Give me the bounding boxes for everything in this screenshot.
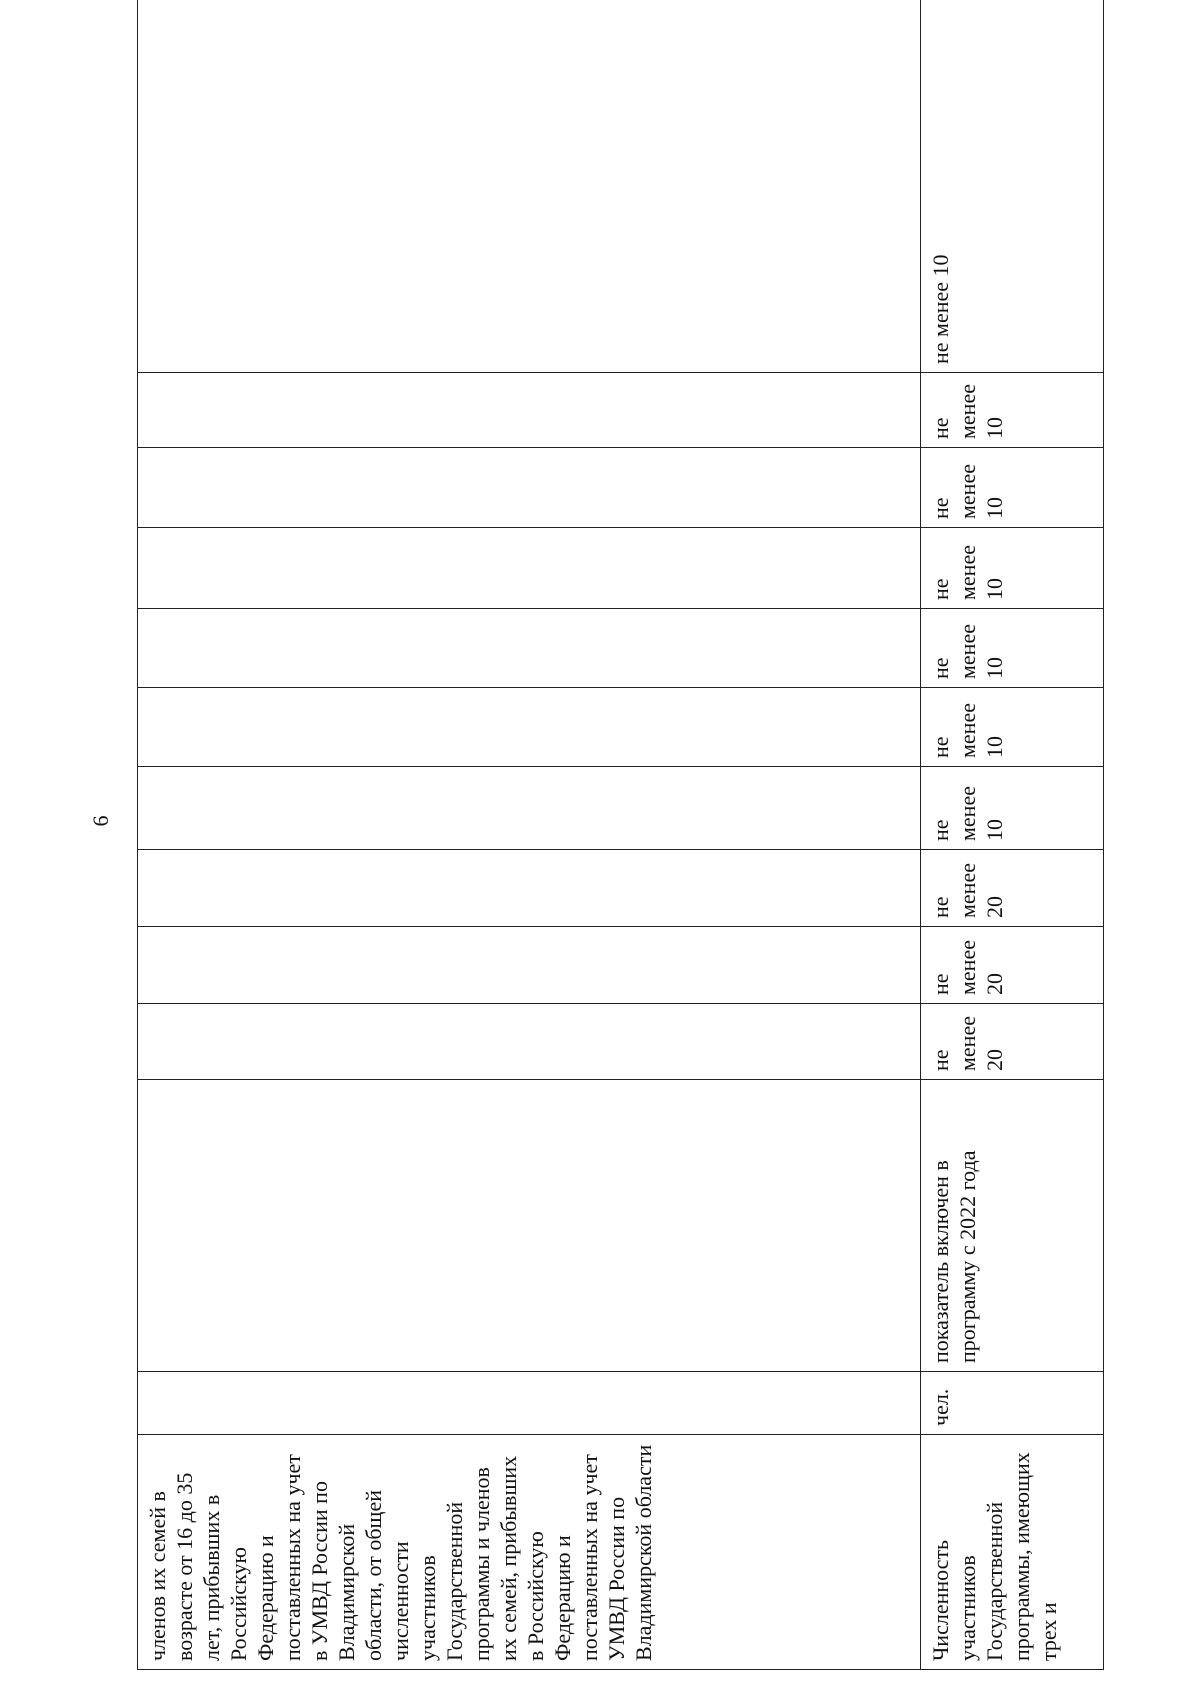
- value-cell: [138, 528, 921, 609]
- value-cell: [921, 688, 1104, 767]
- value-cell: [138, 448, 921, 528]
- value-text: не менее 10: [928, 254, 953, 364]
- unit-cell: [138, 1372, 921, 1435]
- indicator-text: членов их семей в возрасте от 16 до 35 лет, прибывших в Российскую Федерацию и поставленных на учет в УМВД России по Владимирской области, от общей численности участников Государственной программы и членов их семей, прибывших в Российскую Федерацию и поставленных на учет УМВД России по Владимирской области: [145, 1444, 656, 1661]
- value-cell: [921, 927, 1104, 1004]
- value-cell: [138, 767, 921, 850]
- value-cell: [138, 1004, 921, 1080]
- note-cell: [921, 1080, 1104, 1372]
- value-text: не менее 20: [928, 1016, 1007, 1071]
- value-text: не менее 10: [928, 786, 1007, 841]
- unit-text: чел.: [928, 1388, 953, 1426]
- value-text: не менее 20: [928, 940, 1007, 995]
- value-cell: [138, 0, 921, 373]
- value-cell: [921, 448, 1104, 528]
- page-number: 6: [88, 815, 113, 827]
- value-text: не менее 10: [928, 703, 1007, 758]
- value-text: не менее 10: [928, 464, 1007, 519]
- value-cell: [921, 767, 1104, 850]
- table-row: [921, 0, 1104, 1670]
- note-cell: [138, 1080, 921, 1372]
- value-cell: [921, 528, 1104, 609]
- value-text: не менее 10: [928, 624, 1007, 679]
- indicators-table: [137, 0, 1104, 1670]
- indicator-text: Численность участников Государственной программы, имеющих трех и: [928, 1446, 1061, 1661]
- value-text: не менее 20: [928, 863, 1007, 918]
- note-text: показатель включен в программу с 2022 года: [928, 1150, 980, 1363]
- value-cell: [921, 0, 1104, 373]
- value-cell: [138, 373, 921, 448]
- value-cell: [921, 850, 1104, 927]
- value-cell: [138, 927, 921, 1004]
- value-cell: [138, 688, 921, 767]
- table-row: [138, 0, 921, 1670]
- value-cell: [921, 1004, 1104, 1080]
- value-cell: [138, 850, 921, 927]
- value-cell: [138, 609, 921, 688]
- indicator-cell: [138, 1435, 921, 1670]
- rotated-table-wrapper: [137, 74, 1085, 1670]
- value-cell: [921, 373, 1104, 448]
- value-cell: [921, 609, 1104, 688]
- value-text: не менее 10: [928, 384, 1007, 439]
- unit-cell: [921, 1372, 1104, 1435]
- value-text: не менее 10: [928, 545, 1007, 600]
- indicator-cell: [921, 1435, 1104, 1670]
